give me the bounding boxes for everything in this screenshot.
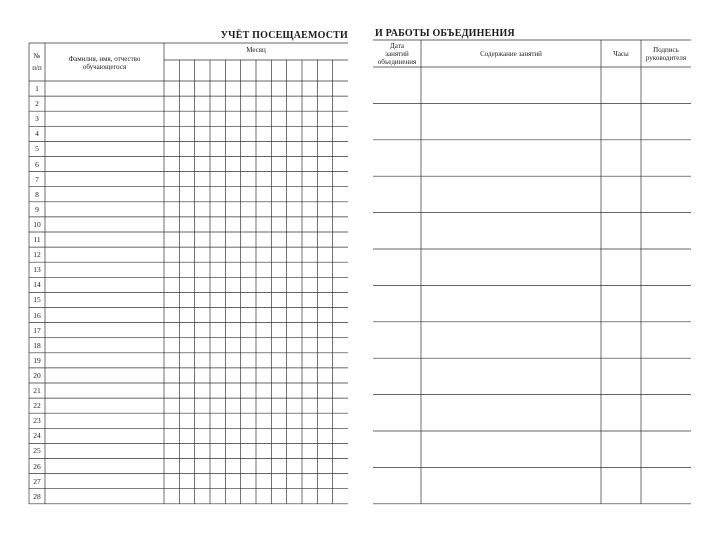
row-number: 6 (35, 159, 39, 169)
row-number: 9 (35, 204, 39, 214)
row-number: 5 (35, 144, 39, 154)
row-number: 13 (33, 265, 41, 275)
row-number: 3 (35, 114, 39, 124)
row-number: 7 (35, 174, 39, 184)
row-number: 4 (35, 129, 39, 139)
right-page-title: И РАБОТЫ ОБЪЕДИНЕНИЯ (375, 28, 515, 39)
row-number: 20 (33, 370, 41, 380)
row-number: 10 (33, 219, 41, 229)
header-hours: Часы (613, 50, 629, 58)
row-number: 17 (33, 325, 41, 335)
row-number: 16 (33, 310, 41, 320)
row-number: 11 (33, 235, 41, 244)
row-number: 15 (33, 295, 41, 305)
row-number: 18 (33, 340, 41, 350)
row-number: 21 (33, 386, 41, 395)
row-number: 26 (33, 461, 41, 471)
header-content: Содержание занятий (480, 50, 542, 58)
row-number: 23 (33, 416, 41, 426)
header-number: № п/п (32, 52, 42, 72)
row-number: 28 (33, 491, 41, 501)
row-number: 1 (35, 84, 39, 93)
header-signature: Подпись руководителя (645, 46, 687, 62)
row-number: 14 (33, 280, 41, 290)
left-page-title: УЧЁТ ПОСЕЩАЕМОСТИ (220, 30, 348, 41)
header-name: Фамилия, имя, отчество обучающегося (68, 55, 141, 71)
row-number: 24 (33, 431, 41, 441)
row-number: 12 (33, 250, 41, 260)
row-number: 27 (33, 476, 41, 486)
row-number: 19 (33, 355, 41, 365)
row-number: 2 (35, 99, 39, 109)
row-number: 22 (33, 401, 41, 411)
header-date: Дата занятий объединения (377, 42, 417, 66)
row-number: 25 (33, 446, 41, 456)
header-month: Месяц (246, 46, 266, 54)
row-number: 8 (35, 189, 39, 199)
